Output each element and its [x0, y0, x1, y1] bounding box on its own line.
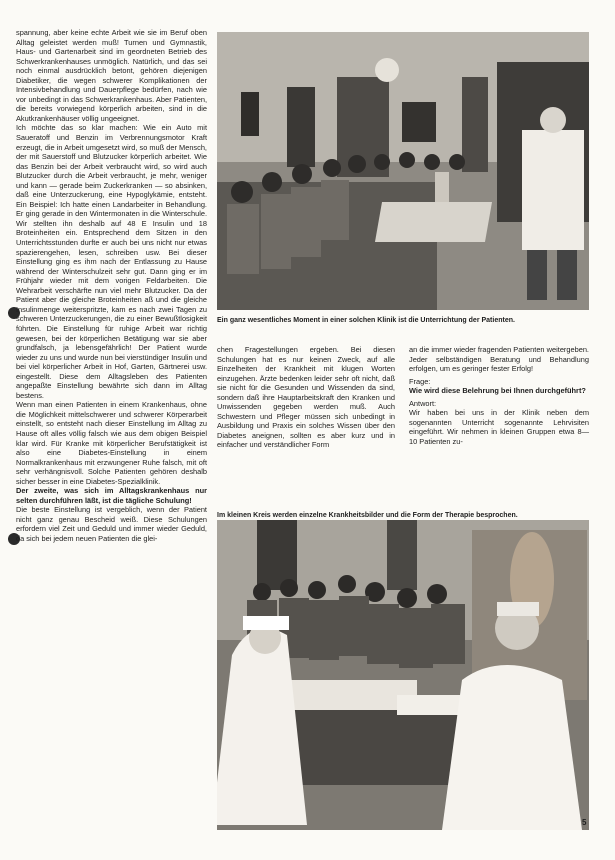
answer-label: Antwort:	[409, 398, 437, 408]
paragraph: Die beste Einstellung ist vergeblich, wenn der Patient nicht ganz genau Bescheid weiß. Diese Schulungen erfordern viel Zeit und Geduld und immer wieder Geduld, da sich bei jedem neuen Patienten die glei-	[16, 505, 207, 543]
paragraph: chen Fragestellungen ergeben. Bei diesen Schulungen hat es nur keinen Zweck, auf alle Einzelheiten der Krankheit mit klugen Worten einzugehen. Ärzte bedenken leider sehr oft nicht, daß sie nicht für die Gesunden und Wissenden da sind, sondern daß ihre Hauptarbeitskraft den Kranken und Unwissenden gegeben werden muß. Auch Schwestern und Pfleger müssen sich unbedingt in Ausbildung und Praxis ein solches Wissen über den Diabetes aneignen, sollten es aber kurz und in einfacher und verständlicher Form	[217, 345, 395, 450]
question-text: Wie wird diese Belehrung bei Ihnen durchgeführt?	[409, 386, 586, 396]
classroom-lecture-photo	[217, 32, 589, 310]
answer-text: Wir haben bei uns in der Klinik neben dem sogenannten Unterricht sogenannte Lehrvisiten eingeführt. Wir nehmen in kleinen Gruppen etwa 8—10 Patienten zu-	[409, 408, 589, 446]
paragraph: Wenn man einen Patienten in einem Krankenhaus, ohne die Möglichkeit mittelschwerer und schwerer Körperarbeit einstellt, so entsteht nach dieser Einstellung im Alltag zu Hause oft alles völlig falsch wie aus dem obigen Beispiel klar wird. Für Kranke mit körperlicher Berufstätigkeit ist also eine Diabetes-Einstellung in einem Normalkrankenhaus mit erzwungener Ruhe falsch, mit oft sehr verhängnisvoll. Solche Patienten gehören deshalb sicher besser in eine Diabetes-Spezialklinik.	[16, 400, 207, 486]
paragraph: Der zweite, was sich im Alltagskrankenhaus nur selten durchführen läßt, ist die tägliche Schulung!	[16, 486, 207, 505]
paragraph: spannung, aber keine echte Arbeit wie sie im Beruf oben Alltag geleistet werden muß! Turnen und Gymnastik, Haus- und Gartenarbeit sind im geordneten Betrieb des Schwerkrankenhauses unmöglich. Natürlich, und das sei noch einmal ausdrücklich betont, gehören diejenigen Diabetiker, die wegen schwerer Komplikationen der Intensivbehandlung und Dauerpflege bedürfen, nach wie vor unbedingt in das Schwerkrankenhaus. Aber Patienten, die bereits vorwiegend körperlich arbeiten, sind in die Akutkrankenhäuser völlig ungeeignet.	[16, 28, 207, 123]
middle-text-column	[217, 345, 395, 450]
question-label: Frage:	[409, 376, 431, 386]
paragraph: an die immer wieder fragenden Patienten weitergeben. Jeder selbständigen Beratung und Behandlung erfolgen, um es geringer fester Erfolg!	[409, 345, 589, 374]
left-text-column	[16, 28, 207, 544]
page-number: 5	[582, 818, 587, 827]
photo-caption: Ein ganz wesentliches Moment in einer solchen Klinik ist die Unterrichtung der Patienten.	[217, 317, 515, 324]
photo-caption: Im kleinen Kreis werden einzelne Krankheitsbilder und die Form der Therapie besprochen.	[217, 512, 518, 519]
right-text-column	[409, 345, 589, 446]
group-discussion-photo	[217, 520, 589, 830]
paragraph: Ich möchte das so klar machen: Wie ein Auto mit Saueratoff und Benzin im Verbrennungsmotor Kraft erzeugt, die in Arbeit umgesetzt wird, so muß der Mensch, der mit Sauerstoff und Blutzucker körperlich arbeitet. Wie das Benzin bei der Arbeit verbraucht wird, so wird auch Blutzucker durch die Arbeit verbraucht, je mehr, weniger und kann — gerade beim Zuckerkranken — so absinken, daß eine Unterzuckerung, eine Hypoglykämie, entsteht. Ein Beispiel: Ich hatte einen Landarbeiter in Behandlung. Er ging gerade in den Wintermonaten in die Winterschule. Wir stellten ihn deshalb auf 48 E Insulin und 18 Broteinheiten ein. Entsprechend dem Sitzen in den Unterrichtsstunden durfte er auch bei uns nicht nur etwas spazierengehen, lesen, schreiben usw. Bei dieser Einstellung ging es ihm nach der Entlassung zu Hause während der Winterschulzeit sehr gut. Dann ging er im Frühjahr wieder mit dem vorigen Feldarbeiten. Die Wehrarbeit verschärfte nun viel mehr Blutzucker. Da der Patient aber die gleiche Broteinheiten aß und die gleiche Insulinmenge weiterspritzte, kam es nach zwei Tagen zu schweren Unterzuckerungen, die zu einer Bewußtlosigkeit führten. Die Einstellung für ruhige Arbeit war richtig gewesen, bei der körperlichen Betätigung war sie aber grundfalsch, ja lebensgefährlich! Der Patient wurde wieder zu uns und wurde nun bei vierstündiger Insulin und bei viel körperlicher Arbeit in Hof, Garten, Gärtnerei usw. eingestellt. Diese dem Alltagsleben des Patienten angepaßte Einstellung bewährte sich dann im Alltag bestens.	[16, 123, 207, 400]
